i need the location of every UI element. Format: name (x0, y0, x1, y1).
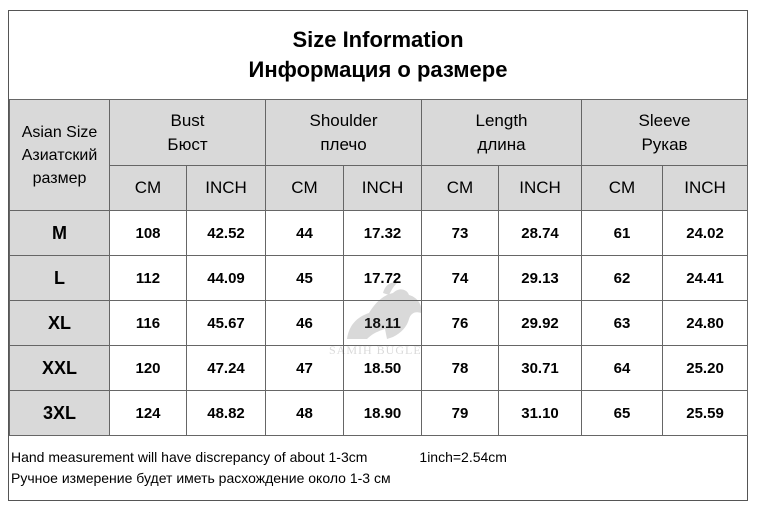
watermark-text: SAMIH BUGLE (329, 343, 422, 357)
size-label: 3XL (10, 391, 110, 436)
sleeve-inch: 24.41 (663, 256, 748, 301)
header-length (422, 100, 582, 166)
shoulder-inch: 18.90 (344, 391, 422, 436)
bust-cm: 116 (110, 301, 187, 346)
length-inch: 30.71 (499, 346, 582, 391)
length-cm: 76 (422, 301, 499, 346)
length-inch: 28.74 (499, 211, 582, 256)
table-row (10, 346, 748, 391)
unit-length-inch: INCH (499, 166, 582, 211)
size-label: M (10, 211, 110, 256)
unit-shoulder-cm: CM (266, 166, 344, 211)
shoulder-inch: 18.50 (344, 346, 422, 391)
length-cm: 78 (422, 346, 499, 391)
unit-bust-inch: INCH (187, 166, 266, 211)
unit-sleeve-inch: INCH (663, 166, 748, 211)
header-row-units (10, 166, 748, 211)
size-label: XXL (10, 346, 110, 391)
bust-inch: 48.82 (187, 391, 266, 436)
bust-inch: 47.24 (187, 346, 266, 391)
note-inch-conversion: 1inch=2.54cm (419, 449, 507, 465)
bust-cm: 108 (110, 211, 187, 256)
header-asian-size-en: Asian Size (21, 123, 98, 141)
length-cm: 79 (422, 391, 499, 436)
header-sleeve-ru: Рукав (641, 134, 688, 154)
table-row (10, 391, 748, 436)
bust-inch: 42.52 (187, 211, 266, 256)
length-inch: 31.10 (499, 391, 582, 436)
unit-bust-cm: CM (110, 166, 187, 211)
shoulder-inch: 17.72 (344, 256, 422, 301)
bust-inch: 45.67 (187, 301, 266, 346)
sleeve-inch: 25.59 (663, 391, 748, 436)
shoulder-cm: 46 (266, 301, 344, 346)
header-length-ru: длина (477, 134, 526, 154)
header-row-groups (10, 100, 748, 166)
header-shoulder-en: Shoulder (309, 110, 378, 130)
bust-cm: 120 (110, 346, 187, 391)
shoulder-inch: 18.11 (344, 301, 422, 346)
size-table (9, 99, 748, 436)
header-bust-ru: Бюст (167, 134, 208, 154)
shoulder-cm: 44 (266, 211, 344, 256)
header-asian-size-ru-2: размер (32, 169, 87, 187)
title-english: Size Information (292, 27, 464, 52)
header-length-en: Length (475, 110, 528, 130)
note-measurement-en: Hand measurement will have discrepancy of about 1-3cm (11, 449, 368, 465)
sleeve-cm: 64 (582, 346, 663, 391)
length-cm: 73 (422, 211, 499, 256)
sleeve-inch: 24.02 (663, 211, 748, 256)
sleeve-inch: 25.20 (663, 346, 748, 391)
header-sleeve-en: Sleeve (638, 110, 691, 130)
length-inch: 29.92 (499, 301, 582, 346)
title-russian: Информация о размере (248, 57, 508, 82)
footer-notes (11, 447, 745, 489)
header-sleeve (582, 100, 748, 166)
unit-length-cm: CM (422, 166, 499, 211)
header-bust-en: Bust (170, 110, 205, 130)
length-cm: 74 (422, 256, 499, 301)
shoulder-inch: 17.32 (344, 211, 422, 256)
sleeve-cm: 63 (582, 301, 663, 346)
table-row (10, 211, 748, 256)
note-measurement-ru: Ручное измерение будет иметь расхождение около 1-3 см (11, 470, 391, 486)
header-asian-size (10, 100, 110, 211)
table-row (10, 256, 748, 301)
unit-shoulder-inch: INCH (344, 166, 422, 211)
header-shoulder-ru: плечо (320, 134, 367, 154)
unit-sleeve-cm: CM (582, 166, 663, 211)
sleeve-cm: 61 (582, 211, 663, 256)
footer-row-english (11, 447, 745, 468)
size-label: L (10, 256, 110, 301)
bust-inch: 44.09 (187, 256, 266, 301)
sleeve-inch: 24.80 (663, 301, 748, 346)
header-bust (110, 100, 266, 166)
shoulder-cm: 48 (266, 391, 344, 436)
shoulder-cm: 45 (266, 256, 344, 301)
size-label: XL (10, 301, 110, 346)
bust-cm: 124 (110, 391, 187, 436)
table-row (10, 301, 748, 346)
length-inch: 29.13 (499, 256, 582, 301)
title-block (9, 11, 747, 99)
header-asian-size-ru-1: Азиатский (21, 146, 98, 164)
shoulder-cm: 47 (266, 346, 344, 391)
size-chart (8, 10, 748, 501)
sleeve-cm: 62 (582, 256, 663, 301)
header-shoulder (266, 100, 422, 166)
sleeve-cm: 65 (582, 391, 663, 436)
bust-cm: 112 (110, 256, 187, 301)
